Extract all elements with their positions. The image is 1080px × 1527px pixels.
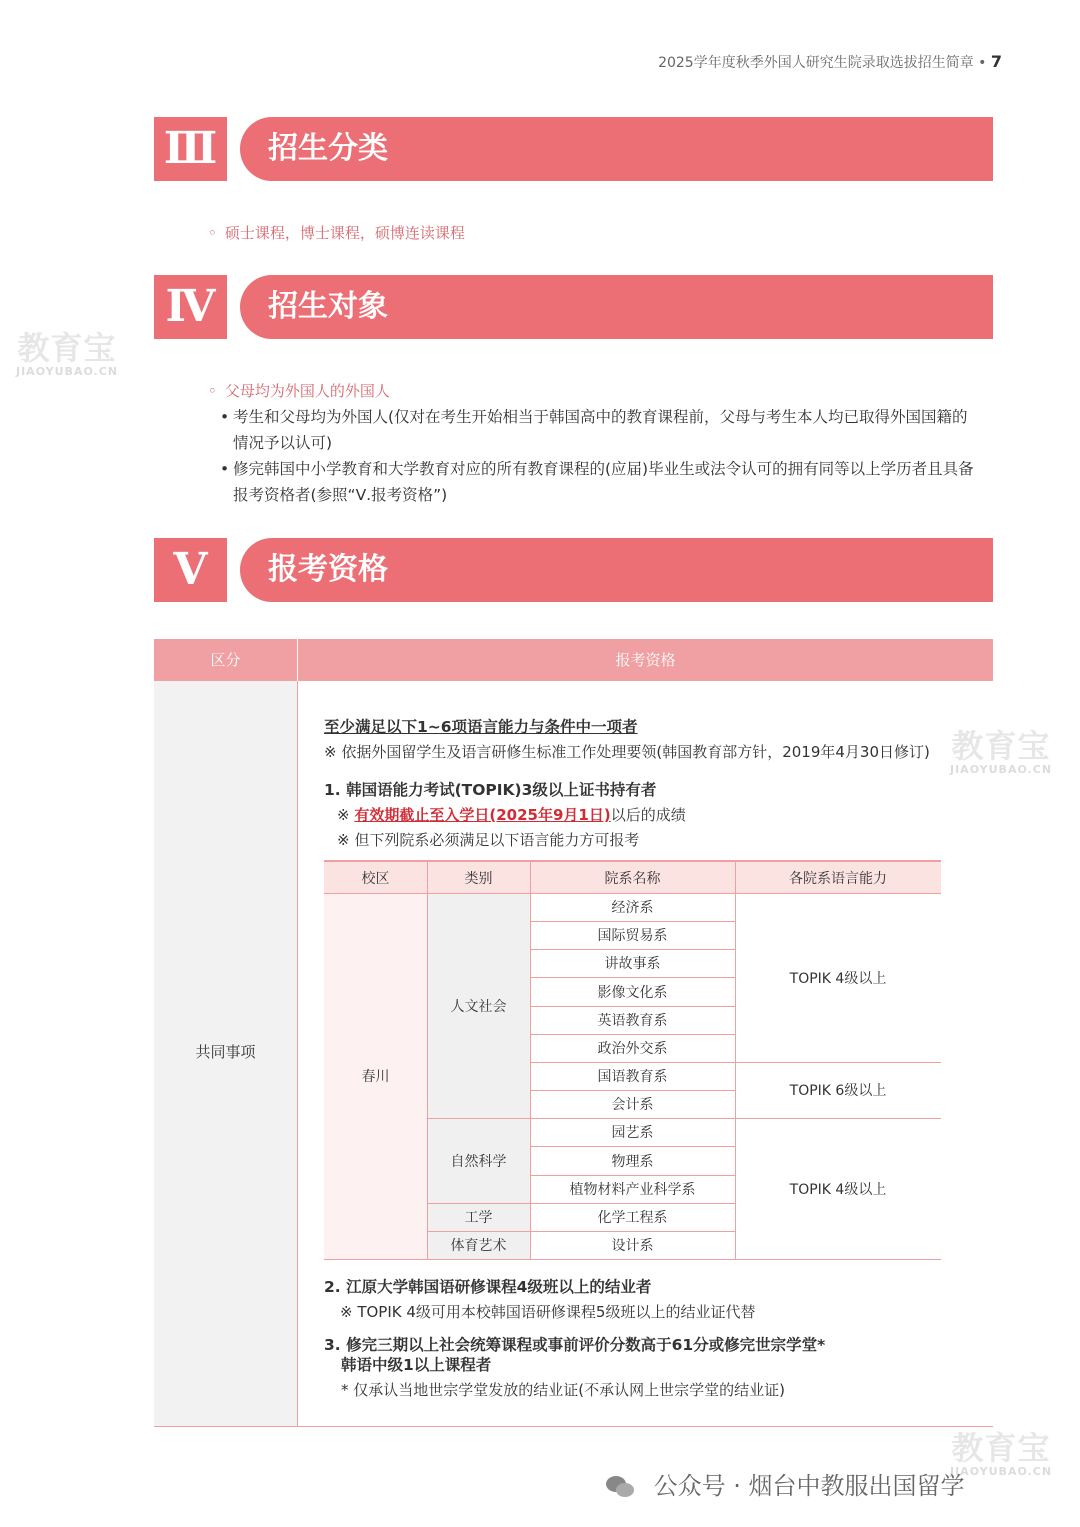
category-humanities: 人文社会 — [427, 893, 530, 1118]
page-header — [658, 52, 1002, 72]
level-cell: TOPIK 4级以上 — [789, 970, 887, 987]
item-1-note-highlight: 有效期截止至入学日(2025年9月1日) — [354, 806, 611, 824]
section-5-bar — [154, 538, 993, 602]
level-cell: TOPIK 6级以上 — [789, 1083, 887, 1099]
item-3-line-2: 韩语中级1以上课程者 — [341, 1356, 492, 1374]
dept-cell: 国际贸易系 — [597, 928, 668, 944]
section-4-subtitle: ◦ 父母均为外国人的外国人 — [208, 380, 390, 401]
dept-cell: 设计系 — [611, 1238, 654, 1254]
dept-cell: 国语教育系 — [597, 1069, 668, 1085]
inner-header-campus: 校区 — [324, 860, 427, 893]
category-natural-science: 自然科学 — [427, 1118, 530, 1203]
wechat-icon — [606, 1474, 636, 1500]
table-row-label-cell — [154, 681, 298, 1427]
section-5-number: Ⅴ — [154, 538, 227, 602]
item-1: 1. 韩国语能力考试(TOPIK)3级以上证书持有者 — [324, 781, 657, 799]
inner-header-level: 各院系语言能力 — [735, 860, 941, 893]
section-3-title: 招生分类 — [240, 117, 993, 181]
language-requirement-table — [324, 860, 941, 1260]
inner-header-dept: 院系名称 — [530, 860, 735, 893]
item-3-line-1: 3. 修完三期以上社会统筹课程或事前评价分数高于61分或修完世宗学堂* — [324, 1336, 826, 1354]
page-number: 7 — [990, 52, 1002, 71]
campus-cell: 春川 — [324, 893, 427, 1259]
dept-cell: 讲故事系 — [604, 956, 661, 972]
section-5-title: 报考资格 — [240, 538, 993, 602]
section-4-number: Ⅳ — [154, 275, 227, 339]
item-2: 2. 江原大学韩国语研修课程4级班以上的结业者 — [324, 1278, 652, 1296]
dept-cell: 植物材料产业科学系 — [569, 1182, 696, 1198]
dept-cell: 化学工程系 — [597, 1210, 668, 1226]
section-3-item: ◦ 硕士课程，博士课程，硕博连读课程 — [208, 222, 465, 243]
dept-cell: 物理系 — [611, 1153, 654, 1170]
dept-cell: 政治外交系 — [597, 1041, 668, 1057]
section-4-title: 招生对象 — [240, 275, 993, 339]
section-4-bullet-2: • 修完韩国中小学教育和大学教育对应的所有教育课程的(应届)毕业生或法令认可的拥有同等以上学历者且具备 报考资格者(参照“Ⅴ.报考资格”) — [220, 460, 974, 504]
item-1-note: ※ 有效期截止至入学日(2025年9月1日)以后的成绩 — [337, 806, 686, 824]
item-3-note: * 仅承认当地世宗学堂发放的结业证(不承认网上世宗学堂的结业证) — [341, 1381, 785, 1399]
section-3-number: Ⅲ — [154, 117, 227, 181]
item-1-note-2: ※ 但下列院系必须满足以下语言能力方可报考 — [337, 831, 640, 849]
note-1: ※ 依据外国留学生及语言研修生标准工作处理要领(韩国教育部方针，2019年4月30日修订) — [324, 743, 930, 761]
category-engineering: 工学 — [427, 1203, 530, 1231]
category-sports-arts: 体育艺术 — [427, 1231, 530, 1259]
table-header — [154, 639, 993, 681]
watermark-logo: 教育宝 JIAOYUBAO.CN — [950, 727, 1053, 776]
table-row-label: 共同事项 — [195, 1043, 256, 1061]
dept-cell: 英语教育系 — [597, 1013, 668, 1029]
level-cell: TOPIK 4级以上 — [789, 1181, 887, 1198]
dept-cell: 园艺系 — [611, 1125, 654, 1141]
section-4-bullet-1: • 考生和父母均为外国人(仅对在考生开始相当于韩国高中的教育课程前，父母与考生本人均已取得外国国籍的 情况予以认可) — [220, 408, 968, 452]
watermark-logo: 教育宝 JIAOYUBAO.CN — [16, 329, 119, 378]
section-4-bar — [154, 275, 993, 339]
section-3-bar — [154, 117, 993, 181]
footer-text: 公众号 · 烟台中教服出国留学 — [653, 1472, 965, 1500]
footer-wechat — [606, 1466, 965, 1501]
inner-header-type: 类别 — [427, 860, 530, 893]
dept-cell: 会计系 — [611, 1097, 654, 1113]
dept-cell: 经济系 — [611, 900, 654, 916]
header-title: 2025学年度秋季外国人研究生院录取选拔招生简章 • — [658, 55, 987, 71]
watermark-logo: 教育宝 JIAOYUBAO.CN — [950, 1429, 1053, 1478]
table-header-category: 区分 — [154, 639, 298, 681]
item-2-note: ※ TOPIK 4级可用本校韩国语研修课程5级班以上的结业证代替 — [340, 1303, 756, 1321]
intro-text: 至少满足以下1~6项语言能力与条件中一项者 — [324, 718, 638, 736]
table-header-eligibility: 报考资格 — [615, 651, 676, 669]
dept-cell: 影像文化系 — [597, 984, 668, 1001]
